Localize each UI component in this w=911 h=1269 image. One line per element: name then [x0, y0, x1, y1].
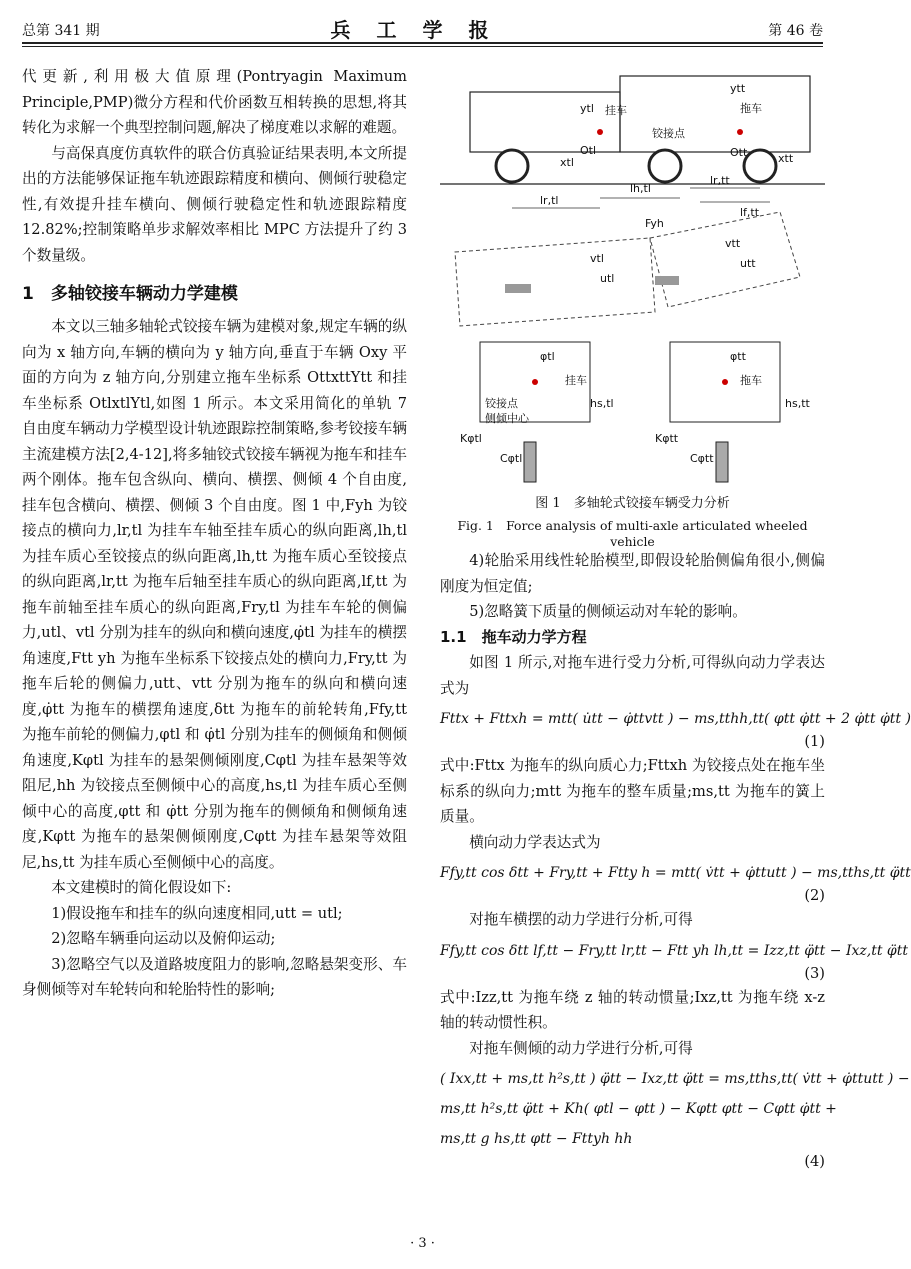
issue-number: 总第 341 期: [22, 23, 100, 39]
figure-labels: [460, 82, 811, 465]
label-tractor: 拖车: [740, 102, 762, 115]
tractor-top-outline: [650, 212, 800, 307]
left-column: [22, 64, 407, 1003]
subsection-heading-1-1: 1.1 拖车动力学方程: [440, 627, 587, 646]
tire-block-1: [505, 284, 531, 293]
paragraph-eq1-notes: 式中:Fttx 为拖车的纵向质心力;Fttxh 为铰接点处在拖车坐标系的纵向力;mtt 为拖车的整车质量;ms,tt 为拖车的簧上质量。: [440, 757, 825, 825]
assumption-2: 2)忽略车辆垂向运动以及俯仰运动;: [51, 930, 276, 947]
label-utt: utt: [740, 257, 756, 270]
label-vtl: vtl: [590, 252, 604, 265]
equation-1: Fttx + Fttxh = mtt( u̇tt − φ̇ttvtt ) − ms,tthh,tt( φtt φ̇tt + 2 φ̇tt φ̇tt ): [440, 711, 911, 727]
paragraph-roll: 对拖车侧倾的动力学进行分析,可得: [469, 1039, 693, 1057]
header-rule-thin: [22, 46, 823, 47]
paragraph-eq3-notes: 式中:Izz,tt 为拖车绕 z 轴的转动惯量;Ixz,tt 为拖车绕 x-z 轴的转动惯性积。: [440, 988, 825, 1031]
assumption-1: 1)假设拖车和挂车的纵向速度相同,utt = utl;: [51, 904, 343, 922]
label-hinge: 铰接点: [652, 127, 685, 140]
figure-caption-cn: 图 1 多轴轮式铰接车辆受力分析: [535, 496, 730, 511]
paragraph-lateral: 横向动力学表达式为: [469, 833, 601, 851]
equation-1-number: (1): [804, 733, 825, 750]
equation-3: Ffy,tt cos δtt lf,tt − Fry,tt lr,tt − Ftt yh lh,tt = Izz,tt φ̈tt − Ixz,tt φ̈tt: [440, 942, 908, 959]
journal-title: 兵工学报: [330, 18, 515, 42]
label-phitl: φtl: [540, 350, 555, 363]
label-tractor-rear: 拖车: [740, 374, 762, 387]
equation-2-number: (2): [804, 887, 825, 904]
trailer-cg: [597, 129, 603, 135]
paragraph-intro-end: 代更新,利用极大值原理(Pontryagin Maximum Principle,PMP)微分方程和代价函数互相转换的思想,将其转化为求解一个典型控制问题,解决了梯度难以求解的难题。: [22, 68, 407, 136]
label-xtl: xtl: [560, 156, 574, 169]
wheel-1: [496, 150, 528, 182]
label-otl: Otl: [580, 144, 597, 157]
paragraph-assumptions: 本文建模时的简化假设如下:: [51, 879, 232, 896]
label-fyh: Fyh: [645, 217, 664, 230]
label-trailer-rear: 挂车: [565, 374, 587, 387]
label-ytl: ytl: [580, 102, 594, 115]
tractor-rear-wheel: [716, 442, 728, 482]
page-number: · 3 ·: [410, 1236, 435, 1251]
paragraph-longitudinal: 如图 1 所示,对拖车进行受力分析,可得纵向动力学表达式为: [440, 654, 825, 697]
trailer-top-outline: [455, 238, 655, 326]
label-trailer: 挂车: [605, 104, 627, 117]
label-xtt: xtt: [778, 152, 794, 165]
label-hinge-rear: 铰接点: [485, 397, 518, 410]
label-ctt: Cφtt: [690, 452, 714, 465]
assumption-4: 4)轮胎采用线性轮胎模型,即假设轮胎侧偏角很小,侧偏刚度为恒定值;: [440, 552, 825, 595]
label-vtt: vtt: [725, 237, 741, 250]
paragraph-yaw: 对拖车横摆的动力学进行分析,可得: [469, 911, 693, 928]
page-header: [22, 14, 823, 40]
trailer-rear-wheel: [524, 442, 536, 482]
tractor-body: [620, 76, 810, 152]
label-lftt: lf,tt: [740, 206, 760, 219]
equation-2: Ffy,tt cos δtt + Fry,tt + Ftty h = mtt( v̇tt + φ̇ttutt ) − ms,tths,tt φ̈tt: [440, 865, 911, 881]
paragraph-model: 本文以三轴多轴轮式铰接车辆为建模对象,规定车辆的纵向为 x 轴方向,车辆的横向为 y 轴方向,垂直于车辆 Oxy 平面的方向为 z 轴方向,分别建立拖车坐标系 OttxttYtt 和挂车坐标系 OtlxtlYtl,如图 1 所示。本文采用简化的单轨 7 自由度车辆动力学模型设计轨迹跟踪控制策略,参考铰接车辆主流建模方法[2,4-12],将多轴铰式铰接车辆视为拖车和挂车两个刚体。拖车包含纵向、横向、横摆、侧倾 4 个自由度,挂车包含横向、横摆、侧倾 3 个自由度。图 1 中,Fyh 为铰接点的横向力,lr,tl 为挂车车轴至挂车质心的纵向距离,lh,tl 为挂车质心至铰接点的纵向距离,lh,tt 为拖车质心至铰接点的纵向距离,lr,tt 为拖车后轴至挂车质心的纵向距离,lf,tt 为拖车前轴至挂车质心的纵向距离,Fry,tl 为挂车车轮的侧偏力,utl、vtl 分别为挂车的纵向和横向速度,φ̇tl 为挂车的横摆角速度,Ftt yh 为拖车坐标系下铰接点处的横向力,Fry,tt 为拖车后轮的侧偏力,utt、vtt 分别为拖车的纵向和横向速度,φ̇tt 为拖车的横摆角速度,δtt 为拖车的前轮转角,Ffy,tt 为拖车前轮的侧偏力,φtl 和 φ̇tl 分别为挂车的侧倾角和侧倾角速度,Kφtl 为挂车的悬架侧倾刚度,Cφtl 为挂车悬架等效阻尼,hh 为铰接点至侧倾中心的高度,hs,tl 为挂车质心至侧倾中心的高度,φtt 和 φ̇tt 分别为拖车的侧倾角和侧倾角速度,Kφtt 为拖车的悬架侧倾刚度,Cφtt 为挂车悬架等效阻尼,hs,tt 为挂车质心至侧倾中心的高度。: [22, 318, 407, 871]
assumption-3: 3)忽略空气以及道路坡度阻力的影响,忽略悬架变形、车身侧倾等对车轮转向和轮胎特性的影响;: [22, 955, 407, 998]
equation-4-number: (4): [804, 1153, 825, 1170]
assumption-5: 5)忽略簧下质量的侧倾运动对车轮的影响。: [469, 603, 747, 620]
trailer-body: [470, 92, 620, 152]
label-ktt: Kφtt: [655, 432, 679, 445]
label-roll-center: 侧倾中心: [485, 412, 529, 425]
label-lhtl: lh,tl: [630, 182, 651, 195]
tractor-cg: [737, 129, 743, 135]
figure-force-analysis: [440, 62, 825, 492]
label-phitt: φtt: [730, 350, 746, 363]
equation-4-line-3: ms,tt g hs,tt φtt − Fttyh hh: [440, 1131, 633, 1147]
wheel-2: [649, 150, 681, 182]
label-htt: hs,tt: [785, 397, 810, 410]
label-ytt: ytt: [730, 82, 746, 95]
trailer-rear-cg: [532, 379, 538, 385]
tractor-rear-cg: [722, 379, 728, 385]
label-lrtl: lr,tl: [540, 194, 559, 207]
paragraph-results: 与高保真度仿真软件的联合仿真验证结果表明,本文所提出的方法能够保证拖车轨迹跟踪精度和横向、侧倾行驶稳定性,有效提升挂车横向、侧倾行驶稳定性和轨迹跟踪精度 12.82%;控制策略单步求解效率相比 MPC 方法提升了约 3 个数量级。: [22, 144, 407, 264]
right-column: [440, 548, 911, 1173]
tire-blocks: [505, 276, 679, 293]
wheel-3: [744, 150, 776, 182]
label-ctl: Cφtl: [500, 452, 523, 465]
section-heading-1: 1 多轴铰接车辆动力学建模: [22, 284, 238, 304]
tire-block-2: [655, 276, 679, 285]
label-htl: hs,tl: [590, 397, 614, 410]
volume-number: 第 46 卷: [768, 23, 823, 39]
label-lrtt: lr,tt: [710, 174, 730, 187]
label-ktl: Kφtl: [460, 432, 482, 445]
equation-3-number: (3): [804, 964, 825, 982]
header-rule: [22, 42, 823, 44]
figure-caption-en: Fig. 1 Force analysis of multi-axle articulated wheeled vehicle: [457, 518, 808, 549]
label-ott: Ott: [730, 146, 748, 159]
label-utl: utl: [600, 272, 615, 285]
equation-4-line-2: ms,tt h²s,tt φ̈tt + Kh( φtl − φtt ) − Kφtt φtt − Cφtt φ̇tt +: [440, 1101, 837, 1117]
equation-4-line-1: ( Ixx,tt + ms,tt h²s,tt ) φ̈tt − Ixz,tt φ̈tt = ms,tths,tt( v̇tt + φ̇ttutt ) −: [440, 1071, 910, 1087]
